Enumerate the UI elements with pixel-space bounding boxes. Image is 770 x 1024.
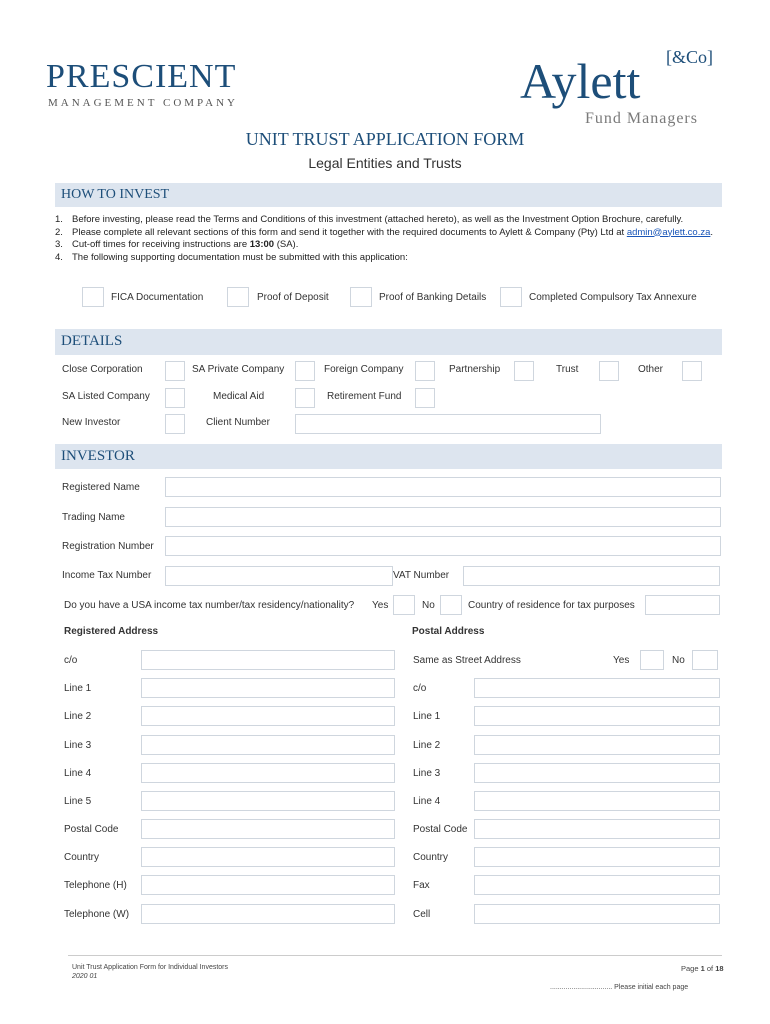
proof-banking-checkbox[interactable]	[350, 287, 372, 307]
reg-line3-input[interactable]	[141, 735, 395, 755]
list-item: 2. Please complete all relevant sections of this form and send it together with the required documents to Aylett & Company (Pty) Ltd at admin@aylett.co.za.	[55, 226, 714, 238]
telephone-h-label: Telephone (H)	[64, 880, 127, 891]
country-residence-input[interactable]	[645, 595, 720, 615]
reg-line4-label: Line 4	[64, 768, 92, 779]
trading-name-label: Trading Name	[62, 512, 125, 523]
proof-deposit-checkbox[interactable]	[227, 287, 249, 307]
prescient-logo-subtitle: MANAGEMENT COMPANY	[48, 97, 238, 109]
medical-aid-checkbox[interactable]	[295, 388, 315, 408]
prescient-logo: PRESCIENT	[46, 58, 237, 95]
foreign-company-label: Foreign Company	[324, 364, 404, 375]
same-no-label: No	[672, 655, 685, 666]
post-line3-label: Line 3	[413, 768, 441, 779]
usa-question-label: Do you have a USA income tax number/tax residency/nationality?	[64, 600, 355, 611]
telephone-w-label: Telephone (W)	[64, 909, 130, 920]
partnership-checkbox[interactable]	[514, 361, 534, 381]
post-postal-code-label: Postal Code	[413, 824, 468, 835]
reg-line2-input[interactable]	[141, 706, 395, 726]
footer-version: 2020 01	[72, 973, 98, 980]
new-investor-checkbox[interactable]	[165, 414, 185, 434]
footer-form-name: Unit Trust Application Form for Individual Investors	[72, 964, 229, 971]
partnership-label: Partnership	[449, 364, 501, 375]
post-line2-label: Line 2	[413, 740, 441, 751]
other-checkbox[interactable]	[682, 361, 702, 381]
reg-co-label: c/o	[64, 655, 78, 666]
sa-private-company-label: SA Private Company	[192, 364, 285, 375]
trust-label: Trust	[556, 364, 579, 375]
foreign-company-checkbox[interactable]	[415, 361, 435, 381]
page-title: UNIT TRUST APPLICATION FORM	[245, 129, 525, 149]
reg-co-input[interactable]	[141, 650, 395, 670]
post-country-input[interactable]	[474, 847, 720, 867]
post-line4-input[interactable]	[474, 791, 720, 811]
client-number-label: Client Number	[206, 417, 270, 428]
list-item: 1. Before investing, please read the Terms and Conditions of this investment (attached hereto), as well as the Investment Option Brochure, carefully.	[55, 214, 684, 225]
how-to-invest-list	[55, 214, 722, 264]
investor-heading: INVESTOR	[61, 448, 135, 464]
other-label: Other	[638, 364, 664, 375]
reg-line5-input[interactable]	[141, 791, 395, 811]
vat-number-input[interactable]	[463, 566, 720, 586]
tax-annexure-checkbox[interactable]	[500, 287, 522, 307]
footer-initial: ................................ Please initial each page	[550, 984, 689, 991]
sa-listed-company-checkbox[interactable]	[165, 388, 185, 408]
usa-yes-label: Yes	[372, 600, 389, 611]
footer-page-number: Page 1 of 18	[681, 964, 724, 973]
close-corporation-checkbox[interactable]	[165, 361, 185, 381]
footer-divider	[68, 955, 722, 956]
country-residence-label: Country of residence for tax purposes	[468, 600, 635, 611]
same-yes-label: Yes	[613, 655, 630, 666]
telephone-h-input[interactable]	[141, 875, 395, 895]
proof-deposit-label: Proof of Deposit	[257, 292, 329, 303]
reg-line1-input[interactable]	[141, 678, 395, 698]
post-line3-input[interactable]	[474, 763, 720, 783]
registered-name-label: Registered Name	[62, 482, 140, 493]
same-as-street-label: Same as Street Address	[413, 655, 521, 666]
how-to-invest-heading: HOW TO INVEST	[61, 187, 170, 202]
fax-input[interactable]	[474, 875, 720, 895]
fica-checkbox[interactable]	[82, 287, 104, 307]
registered-name-input[interactable]	[165, 477, 721, 497]
aylett-logo-co: [&Co]	[666, 47, 713, 67]
post-line4-label: Line 4	[413, 796, 441, 807]
reg-line2-label: Line 2	[64, 711, 92, 722]
post-country-label: Country	[413, 852, 449, 863]
list-item: 4. The following supporting documentation must be submitted with this application:	[55, 251, 408, 263]
post-line1-label: Line 1	[413, 711, 441, 722]
telephone-w-input[interactable]	[141, 904, 395, 924]
vat-number-label: VAT Number	[393, 570, 450, 581]
usa-yes-checkbox[interactable]	[393, 595, 415, 615]
email-link[interactable]: admin@aylett.co.za	[626, 226, 711, 238]
reg-country-input[interactable]	[141, 847, 395, 867]
post-postal-code-input[interactable]	[474, 819, 720, 839]
reg-line4-input[interactable]	[141, 763, 395, 783]
reg-postal-code-label: Postal Code	[64, 824, 119, 835]
income-tax-number-label: Income Tax Number	[62, 570, 152, 581]
usa-no-checkbox[interactable]	[440, 595, 462, 615]
same-no-checkbox[interactable]	[692, 650, 718, 670]
tax-annexure-label: Completed Compulsory Tax Annexure	[529, 292, 697, 303]
fica-label: FICA Documentation	[111, 292, 204, 303]
postal-address-heading: Postal Address	[412, 626, 485, 637]
sa-listed-company-label: SA Listed Company	[62, 391, 150, 402]
details-band	[55, 329, 722, 355]
income-tax-number-input[interactable]	[165, 566, 393, 586]
sa-private-company-checkbox[interactable]	[295, 361, 315, 381]
cell-label: Cell	[413, 909, 431, 920]
client-number-input[interactable]	[295, 414, 601, 434]
cell-input[interactable]	[474, 904, 720, 924]
medical-aid-label: Medical Aid	[213, 391, 265, 402]
post-co-input[interactable]	[474, 678, 720, 698]
details-heading: DETAILS	[61, 333, 123, 349]
reg-line5-label: Line 5	[64, 796, 92, 807]
post-co-label: c/o	[413, 683, 427, 694]
new-investor-label: New Investor	[62, 417, 121, 428]
retirement-fund-label: Retirement Fund	[327, 391, 402, 402]
how-to-invest-band	[55, 183, 722, 207]
fax-label: Fax	[413, 880, 430, 891]
usa-no-label: No	[422, 600, 435, 611]
trust-checkbox[interactable]	[599, 361, 619, 381]
page-subtitle: Legal Entities and Trusts	[308, 155, 462, 171]
same-yes-checkbox[interactable]	[640, 650, 664, 670]
post-line2-input[interactable]	[474, 735, 720, 755]
proof-banking-label: Proof of Banking Details	[379, 292, 487, 303]
registered-address-heading: Registered Address	[64, 626, 159, 637]
trading-name-input[interactable]	[165, 507, 721, 527]
retirement-fund-checkbox[interactable]	[415, 388, 435, 408]
reg-line1-label: Line 1	[64, 683, 92, 694]
registration-number-input[interactable]	[165, 536, 721, 556]
post-line1-input[interactable]	[474, 706, 720, 726]
aylett-logo-subtitle: Fund Managers	[585, 110, 698, 127]
reg-country-label: Country	[64, 852, 100, 863]
list-item: 3. Cut-off times for receiving instructions are 13:00 (SA).	[55, 239, 299, 250]
registration-number-label: Registration Number	[62, 541, 154, 552]
investor-band	[55, 444, 722, 469]
reg-postal-code-input[interactable]	[141, 819, 395, 839]
close-corporation-label: Close Corporation	[62, 364, 143, 375]
aylett-logo: Aylett	[520, 53, 641, 109]
reg-line3-label: Line 3	[64, 740, 92, 751]
